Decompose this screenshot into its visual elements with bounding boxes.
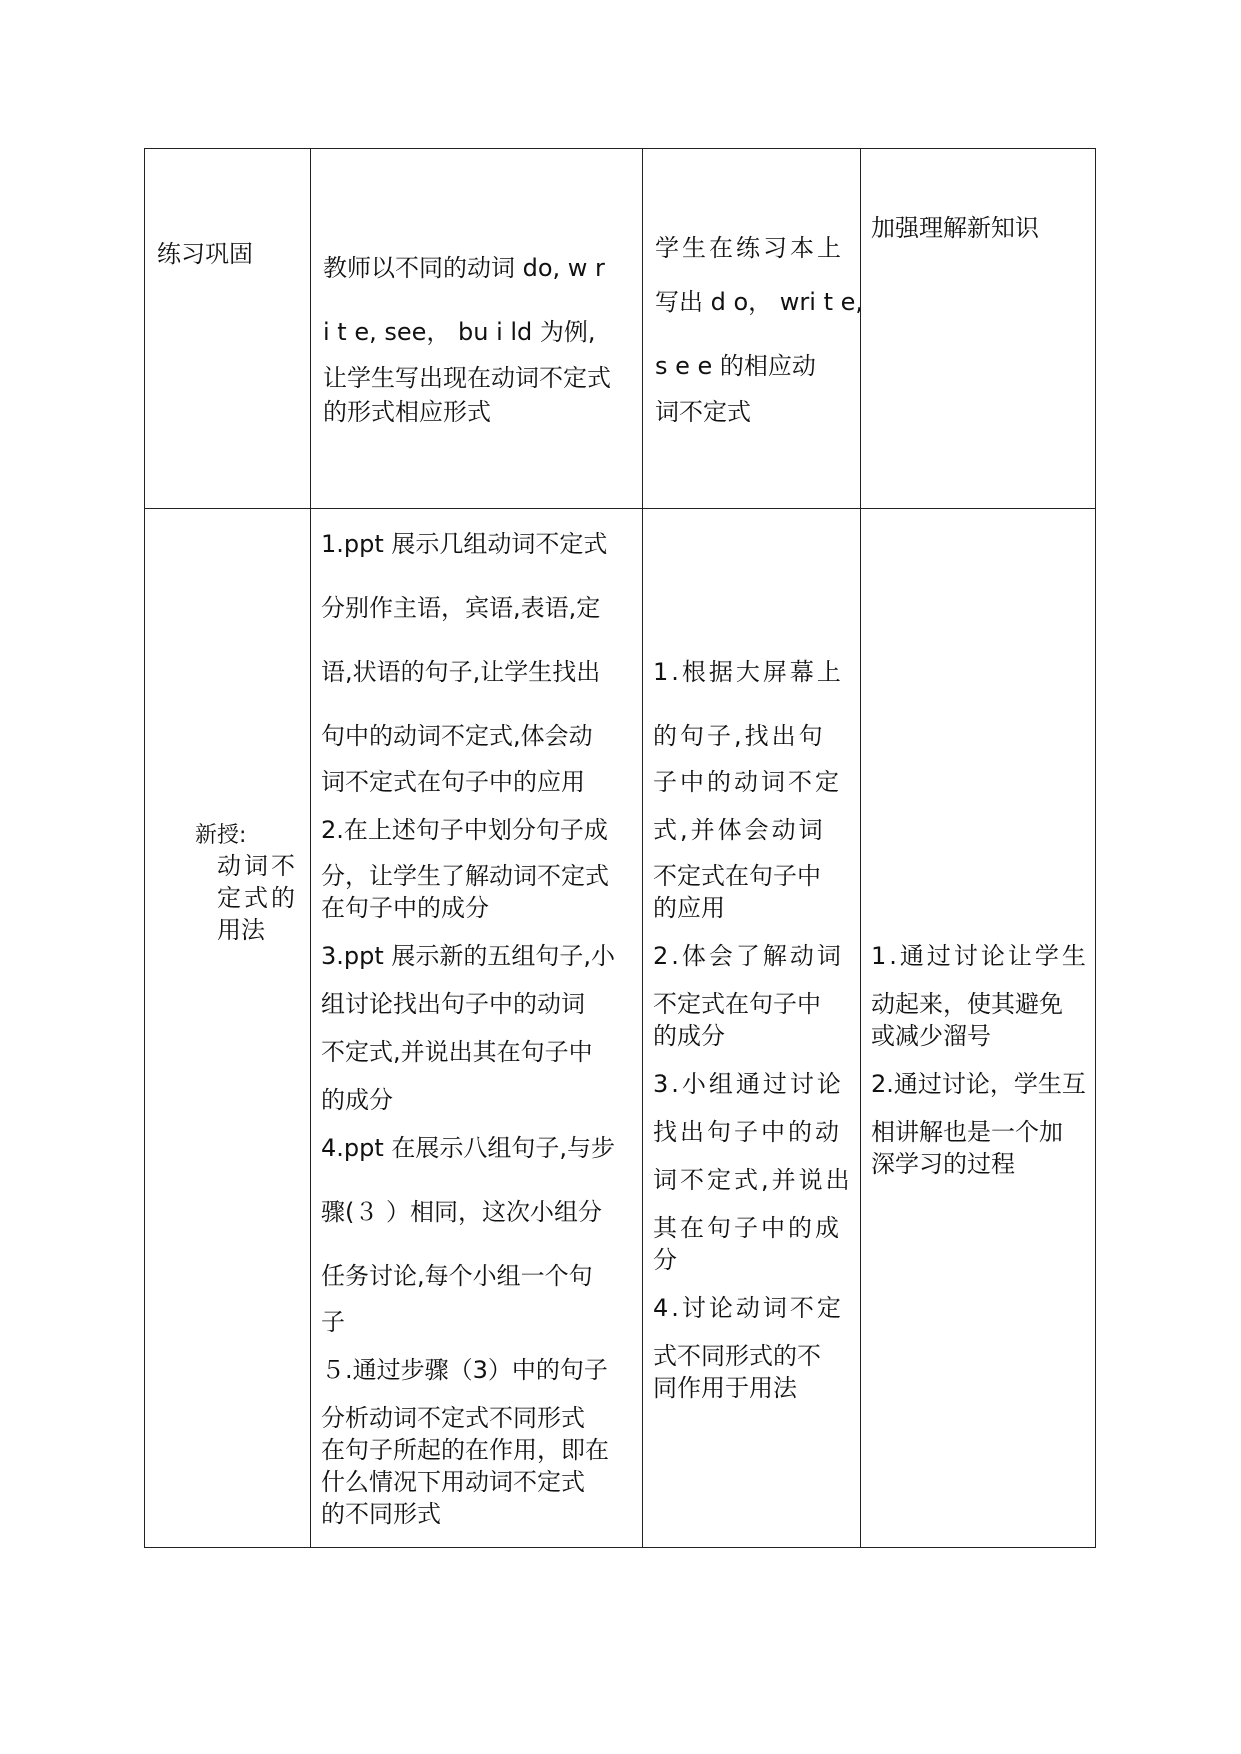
teacher-line: ５.通过步骤（3）中的句子 <box>321 1356 608 1384</box>
stage-cell <box>144 508 310 1548</box>
teacher-line: 1.ppt 展示几组动词不定式 <box>321 530 608 558</box>
purpose-line: 或减少溜号 <box>871 1022 991 1050</box>
stage-line: 用法 <box>217 916 265 944</box>
student-line: 其在句子中的成 <box>653 1214 842 1242</box>
teacher-line: 教师以不同的动词 do, w r <box>323 254 605 282</box>
student-line: 不定式在句子中 <box>653 990 821 1018</box>
teacher-line: 的形式相应形式 <box>323 398 491 426</box>
teacher-line: 在句子所起的在作用，即在 <box>321 1436 609 1464</box>
student-activity-cell <box>642 148 864 508</box>
lesson-plan-table <box>144 148 1096 1548</box>
student-line: 2.体会了解动词 <box>653 942 844 970</box>
stage-label: 练习巩固 <box>157 240 253 268</box>
student-line: 的句子,找出句 <box>653 722 826 750</box>
teacher-line: 在句子中的成分 <box>321 894 489 922</box>
teacher-line: 什么情况下用动词不定式 <box>321 1468 585 1496</box>
purpose-text: 加强理解新知识 <box>871 214 1039 242</box>
purpose-cell <box>860 508 1096 1548</box>
student-line: s e e 的相应动 <box>655 352 816 380</box>
table-row-new-lesson <box>144 508 1096 1548</box>
teacher-line: 的成分 <box>321 1086 393 1114</box>
student-line: 3.小组通过讨论 <box>653 1070 844 1098</box>
student-line: 分 <box>653 1246 677 1274</box>
teacher-line: 分析动词不定式不同形式 <box>321 1404 585 1432</box>
student-line: 学生在练习本上 <box>655 234 844 262</box>
student-line: 1.根据大屏幕上 <box>653 658 844 686</box>
teacher-activity-cell <box>310 148 642 508</box>
stage-line: 动词不 <box>217 852 298 880</box>
teacher-activity-cell <box>310 508 642 1548</box>
student-line: 子中的动词不定 <box>653 768 842 796</box>
teacher-line: i t e, see， bu i ld 为例, <box>323 318 596 346</box>
teacher-line: 子 <box>321 1308 345 1336</box>
teacher-line: 词不定式在句子中的应用 <box>321 768 585 796</box>
teacher-line: 语,状语的句子,让学生找出 <box>321 658 601 686</box>
purpose-line: 动起来，使其避免 <box>871 990 1063 1018</box>
student-line: 找出句子中的动 <box>653 1118 842 1146</box>
teacher-line: 骤(３ ）相同，这次小组分 <box>321 1198 602 1226</box>
student-line: 同作用于用法 <box>653 1374 797 1402</box>
teacher-line: 的不同形式 <box>321 1500 441 1528</box>
teacher-line: 句中的动词不定式,体会动 <box>321 722 593 750</box>
teacher-line: 让学生写出现在动词不定式 <box>323 364 611 392</box>
purpose-line: 深学习的过程 <box>871 1150 1015 1178</box>
student-line: 的应用 <box>653 894 725 922</box>
student-line: 不定式在句子中 <box>653 862 821 890</box>
teacher-line: 分别作主语，宾语,表语,定 <box>321 594 601 622</box>
student-line: 式,并体会动词 <box>653 816 826 844</box>
student-line: 写出 d o， wri t e, <box>655 288 864 316</box>
student-line: 的成分 <box>653 1022 725 1050</box>
student-activity-cell <box>642 508 860 1548</box>
student-line: 式不同形式的不 <box>653 1342 821 1370</box>
purpose-line: 相讲解也是一个加 <box>871 1118 1063 1146</box>
teacher-line: 不定式,并说出其在句子中 <box>321 1038 593 1066</box>
teacher-line: 分，让学生了解动词不定式 <box>321 862 609 890</box>
student-line: 词不定式,并说出 <box>653 1166 853 1194</box>
student-line: 4.讨论动词不定 <box>653 1294 844 1322</box>
teacher-line: 2.在上述句子中划分句子成 <box>321 816 608 844</box>
stage-line: 新授: <box>195 823 247 848</box>
purpose-cell <box>860 148 1096 508</box>
teacher-line: 4.ppt 在展示八组句子,与步 <box>321 1134 616 1162</box>
purpose-line: 1.通过讨论让学生 <box>871 942 1089 970</box>
stage-line: 定式的 <box>217 884 298 912</box>
purpose-line: 2.通过讨论，学生互 <box>871 1070 1086 1098</box>
teacher-line: 3.ppt 展示新的五组句子,小 <box>321 942 616 970</box>
stage-cell <box>144 148 310 508</box>
table-row-practice <box>144 148 1096 508</box>
teacher-line: 任务讨论,每个小组一个句 <box>321 1262 593 1290</box>
teacher-line: 组讨论找出句子中的动词 <box>321 990 585 1018</box>
student-line: 词不定式 <box>655 398 751 426</box>
